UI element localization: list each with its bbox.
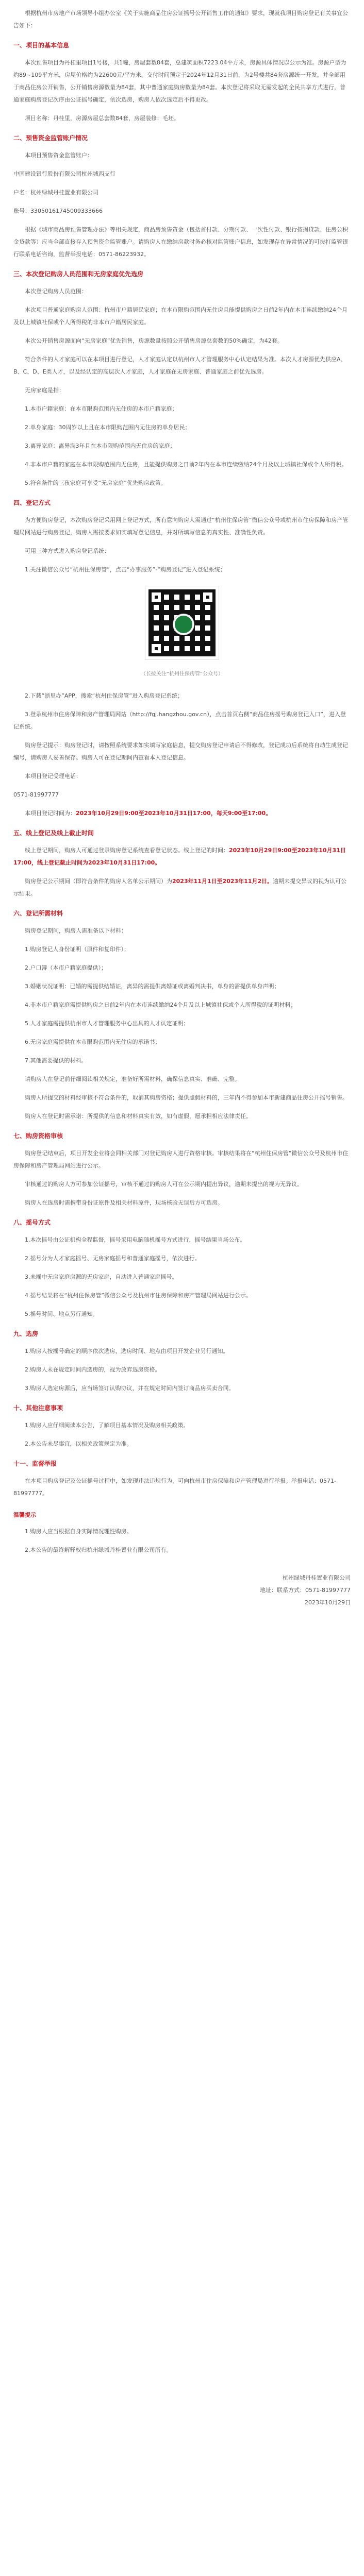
bank-name: 中国建设银行股份有限公司杭州城西支行 — [13, 171, 115, 177]
list-item: 5.符合条件的三孩家庭可享受“无房家庭”优先购房政策。 — [25, 480, 167, 486]
paragraph: 项目名称：丹桂里，房源房屋总套数84套，房屋装修：毛坯。 — [25, 115, 179, 122]
deadline-time: 2023年10月29日9:00至2023年10月31日17:00，线上登记截止时间为2023年10月31日17:00。 — [13, 847, 346, 866]
list-item: 4.摇号结果将在“杭州住保房管”微信公众号及杭州市住房保障和房产管理局网站进行公示。 — [25, 1292, 252, 1299]
section-title: 四、登记方式 — [13, 499, 51, 506]
paragraph: 本次公开销售房源面向“无房家庭”优先销售，房源数量按照公开销售房源总套数的50%确定，为42套。 — [25, 337, 283, 344]
text: 逾期未提交异议的视为认可公示结果。 — [13, 878, 347, 897]
list-item: 2.单身家庭：30周岁以上且在本市限购范围内无住房的单身居民； — [25, 424, 191, 431]
list-item: 2.摇号分为人才家庭摇号、无房家庭摇号和普通家庭摇号，依次进行。 — [25, 1255, 201, 1262]
paragraph: 无房家庭是指： — [25, 387, 64, 394]
list-item: 3.登录杭州市住房保障和房产管理局网站（http://fgj.hangzhou.gov.cn），点击首页右侧“商品住房摇号购房登记入口”，进入登记系统。 — [13, 711, 346, 730]
note-title: 温馨提示 — [13, 1512, 36, 1518]
list-item: 3.离异家庭：离异满3年且在本市限购范围内无住房的家庭； — [25, 443, 176, 449]
contact-info: 地址：联系方式：0571-81997777 — [260, 1587, 351, 1594]
section-title: 三、本次登记购房人员范围和无房家庭优先选房 — [13, 270, 144, 278]
paragraph — [13, 844, 351, 869]
list-item: 1.本市户籍家庭：在本市限购范围内无住房的本市户籍家庭； — [25, 405, 178, 412]
company-name: 杭州绿城丹桂置业有限公司 — [283, 1574, 351, 1581]
paragraph: 本次登记购房人员范围： — [25, 288, 87, 295]
paragraph: 请购房人在登记前仔细阅读相关规定，准备好所需材料，确保信息真实、准确、完整。 — [25, 1076, 240, 1082]
section-title: 五、线上登记及线上截止时间 — [13, 829, 94, 837]
paragraph: 购房登记期间，购房人需准备以下材料： — [25, 927, 127, 934]
signature-block — [13, 1572, 351, 1609]
announcement — [0, 7, 364, 1609]
list-item: 2.本公告的最终解释权归杭州绿城丹桂置业有限公司所有。 — [25, 1547, 172, 1553]
list-item: 3.婚姻状况证明：已婚的需提供结婚证，离异的需提供离婚证或离婚判决书，单身的需提供单身声明； — [25, 983, 280, 990]
intro-paragraph: 根据杭州市房地产市场领导小组办公室《关于实施商品住房公证摇号公开销售工作的通知》要求，现就我项目购房登记有关事宜公告如下： — [13, 10, 348, 29]
section-title: 二、预售资金监管账户情况 — [13, 134, 88, 142]
list-item: 5.人才家庭需提供杭州市人才管理服务中心出具的人才认定证明； — [25, 1020, 189, 1027]
account-holder: 户名：杭州绿城丹桂置业有限公司 — [13, 189, 98, 196]
list-item: 2.购房人未在规定时间内选房的，视为放弃选房资格。 — [25, 1366, 161, 1373]
paragraph: 购房登记结束后，项目开发企业将会同相关部门对登记购房人进行资格审核。审核结果将在“杭州住保房管”微信公众号及杭州市住房保障和房产管理局网站进行公示。 — [13, 1150, 349, 1169]
section-title: 九、选房 — [13, 1330, 39, 1337]
list-item: 1.关注微信公众号“杭州住保房管”，点击“办事服务”-“购房登记”进入登记系统； — [25, 566, 226, 573]
list-item: 3.未摇中无房家庭房源的无房家庭，自动进入普通家庭摇号。 — [25, 1274, 178, 1280]
text: 线上登记期间，购房人可通过登录购房登记系统查看登记状态。线上登记的时间： — [25, 847, 229, 854]
list-item: 2.户口簿（本市户籍家庭提供）； — [25, 964, 107, 971]
paragraph: 审核通过的购房人方可参加公证摇号，审核不通过的购房人可在公示期内提出异议，逾期未提出的视为无异议。 — [25, 1181, 303, 1188]
list-item: 1.本次摇号由公证机构全程监督，摇号采用电脑随机摇号方式进行，摇号结果当场公布。 — [25, 1236, 246, 1243]
list-item: 4.非本市户籍家庭需提供购房之日前2年内在本市连续缴纳24个月及以上城镇社保或个人所得税的证明材料； — [25, 1002, 296, 1008]
text: 购房登记公示期间（即符合条件的购房人名单公示期间）为 — [25, 878, 172, 885]
paragraph: 根据《城市商品房预售管理办法》等相关规定，商品房预售资金（包括首付款、分期付款、一次性付款、银行按揭贷款、住房公积金贷款等）应当全部直接存入预售资金监管账户。请购房人在缴纳房款时务必核对监管账户信息，如发现存在异常情况的可拨打监管银行联系电话咨询，监督举报电话：0571-86223932。 — [13, 226, 348, 258]
time-label: 本项目登记时间为： — [25, 810, 76, 817]
list-item: 4.非本市户籍的家庭在本市限购范围内无住房，且能提供购房之日前2年内在本市连续缴纳24个月及以上城镇社保或个人所得税。 — [25, 461, 348, 468]
paragraph: 本项目预售资金监管账户： — [25, 152, 93, 159]
list-item: 1.购房人按摇号确定的顺序依次选房，选房时间、地点由项目开发企业另行通知。 — [25, 1348, 229, 1354]
publicity-period: 2023年11月1日至2023年11月2日。 — [172, 878, 273, 885]
paragraph: 符合条件的人才家庭可以在本项目进行登记，人才家庭认定以杭州市人才管理服务中心认定结果为准。本次人才房源优先供应A、B、C、D、E类人才，以及经认定的高层次人才家庭，人才家庭在无房家庭、普通家庭之前优先选房。 — [13, 356, 346, 375]
list-item: 6.无房家庭需提供在本市限购范围内无住房的承诺书； — [25, 1039, 161, 1045]
qr-code-icon[interactable] — [145, 586, 219, 659]
list-item: 1.购房人应仔细阅读本公告，了解项目基本情况及购房相关政策。 — [25, 1422, 189, 1429]
wechat-logo-icon — [173, 614, 194, 635]
list-item: 2.下载“浙里办”APP，搜索“杭州住保房管”进入购房登记系统； — [25, 692, 184, 699]
date: 2023年10月29日 — [305, 1599, 351, 1606]
section-title: 一、项目的基本信息 — [13, 42, 70, 49]
section-title: 六、登记所需材料 — [13, 910, 63, 917]
paragraph: 购房人所提交的材料经审核不符合条件的，取消其购房资格；提供虚假材料的，三年内不得参加本市新建商品住房公开摇号销售。 — [25, 1094, 348, 1101]
paragraph: 为方便购房登记，本次购房登记采用网上登记方式，所有意向购房人需通过“杭州住保房管”微信公众号或杭州市住房保障和房产管理局网站进行购房登记，购房人需按要求如实填写登记信息，并对所填写信息的真实性、准确性负责。 — [13, 517, 349, 536]
paragraph: 本项目登记受理电话： — [25, 773, 81, 779]
registration-time: 2023年10月29日9:00至2023年10月31日17:00，每天9:00至17:00。 — [76, 810, 272, 817]
list-item: 1.购房人应当根据自身实际情况理性购房。 — [25, 1528, 133, 1535]
paragraph: 在本项目购房登记及公证摇号过程中，如发现违法违规行为，可向杭州市住房保障和房产管理局进行举报。举报电话：0571-81997777。 — [13, 1478, 336, 1497]
paragraph — [13, 875, 351, 900]
list-item: 5.摇号时间、地点另行通知。 — [25, 1311, 98, 1317]
paragraph: 购房登记提示：购房登记时，请按照系统要求如实填写家庭信息，提交购房登记申请后不得修改，登记成功后系统将自动生成登记编号，请购房人妥善保存。购房人可在登记期间内查看本人登记信息。 — [13, 742, 348, 761]
qr-caption: （长按关注“杭州住保房管”公众号） — [140, 671, 224, 677]
paragraph — [13, 807, 351, 820]
section-title: 八、摇号方式 — [13, 1219, 51, 1226]
phone-number[interactable]: 0571-81997777 — [13, 791, 59, 798]
paragraph: 本次项目普通家庭购房人范围：杭州市户籍居民家庭；在本市限购范围内无住房且能提供购房之日前2年内在本市连续缴纳24个月及以上城镇社保或个人所得税的非本市户籍居民家庭。 — [13, 307, 348, 326]
list-item: 2.本公告未尽事宜，以相关政策规定为准。 — [25, 1440, 133, 1447]
qr-code-block — [13, 586, 351, 664]
section-title: 十、其他注意事项 — [13, 1404, 63, 1412]
paragraph: 本次预售项目为丹桂里项目1号楼，共1幢，房屋套数84套，总建筑面积7223.04平方米，房源具体情况以公示为准。房源户型为约89~109平方米，房屋价格约为22600元/平方米。交付时间预定于2024年12月31日前，为2号楼共84套房源统一开发，并全部用于商品住房公开销售，公开销售房源数量为84套，其中普通家庭购房数量为84套。本次登记将采取无需发起的全民共享方式进行，普通家庭购房登记次序由公证摇号确定，依次选房，购房人依次选定后不得更改。 — [13, 59, 346, 103]
paragraph: 可用三种方式进入购房登记系统： — [25, 548, 110, 554]
list-item: 1.购房登记人身份证明（原件和复印件）； — [25, 946, 129, 953]
paragraph: 购房人在选房时需携带身份证原件及相关材料原件，现场核验无误后方可选房。 — [25, 1199, 223, 1206]
section-title: 十一、监督举报 — [13, 1460, 57, 1467]
account-number: 账号：33050161745009333666 — [13, 208, 103, 214]
list-item: 3.购房人选定房源后，应当场签订认购协议，并在规定时间内签订商品房买卖合同。 — [25, 1385, 235, 1392]
paragraph: 购房人在登记时需承诺：所提供的信息和材料真实有效，如有虚假，愿承担相应法律责任。 — [25, 1113, 252, 1120]
section-title: 七、购房资格审核 — [13, 1132, 63, 1140]
list-item: 7.其他需要提供的材料。 — [25, 1057, 87, 1064]
